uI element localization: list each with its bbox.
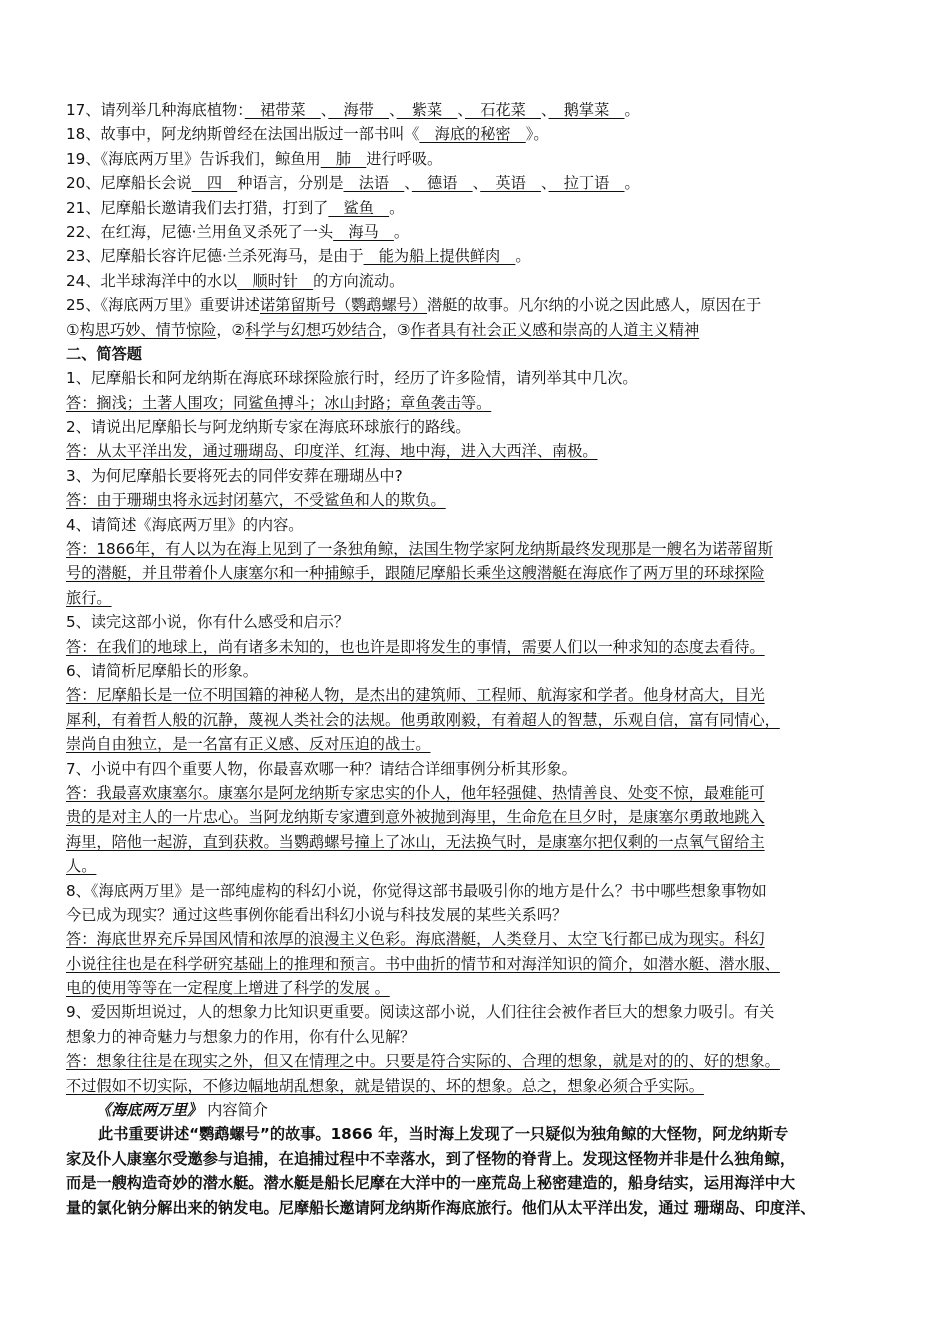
answer-9 (66, 1074, 896, 1098)
fill-item-answer: 海马 (333, 222, 394, 241)
answer-text: 答：从太平洋出发，通过珊瑚岛、印度洋、红海、地中海，进入大西洋、南极。 (66, 442, 598, 461)
intro-line (66, 1171, 896, 1195)
intro-text: 此书重要讲述“鹦鹉螺号”的故事。1866 年，当时海上发现了一只疑似为独角鲸的大怪物，阿龙纳斯专 (98, 1125, 789, 1144)
question-8: 8、《海底两万里》是一部纯虚构的科幻小说，你觉得这部书最吸引你的地方是什么？书中哪些想象事物如 (66, 881, 767, 900)
fill-item-text: 潜艇的故事。凡尔纳的小说之因此感人，原因在于 (427, 296, 762, 315)
answer-text: 小说往往也是在科学研究基础上的推理和预言。书中曲折的情节和对海洋知识的简介，如潜水艇、潜水服、 (66, 954, 780, 973)
question-3: 3、为何尼摩船长要将死去的同伴安葬在珊瑚丛中? (66, 466, 403, 485)
fill-item-23 (66, 244, 896, 268)
answer-7 (66, 781, 896, 805)
fill-item-answer: 海带 (328, 101, 390, 119)
fill-item-answer: 德语 (411, 174, 473, 193)
item-number: 22 (66, 222, 86, 241)
question-9: 想象力的神奇魅力与想象力的作用，你有什么见解？ (66, 1027, 416, 1046)
intro-text: 而是一艘构造奇妙的潜水艇。潜水艇是船长尼摩在大洋中的一座荒岛上秘密建造的，船身结实，运用海洋中大 (66, 1174, 795, 1193)
fill-item-answer: 能为船上提供鲜肉 (363, 247, 516, 266)
answer-text: 答：在我们的地球上，尚有诸多未知的，也也许是即将发生的事情，需要人们以一种求知的态度去看待。 (66, 637, 765, 656)
fill-item-18 (66, 122, 896, 146)
fill-item-text: 、 (320, 101, 329, 119)
fill-item-25 (66, 293, 896, 317)
fill-item-text: 、请列举几种海底植物： (85, 101, 245, 119)
fill-item-answer: 肺 (320, 149, 367, 168)
answer-text: 犀利，有着哲人般的沉静，蔑视人类社会的法规。他勇敢刚毅，有着超人的智慧，乐观自信，富有同情心， (66, 710, 780, 729)
fill-item-text: ，③ (381, 320, 411, 339)
fill-item-text: 、故事中，阿龙纳斯曾经在法国出版过一部书叫《 (85, 125, 420, 144)
fill-item-text: 。 (624, 101, 640, 119)
fill-item-text: 的方向流动。 (313, 271, 405, 290)
intro-text: 家及仆人康塞尔受邀参与追捕，在追捕过程中不幸落水，到了怪物的脊背上。发现这怪物并非是什么独角鲸， (66, 1149, 795, 1168)
fill-item-text: 、 (540, 101, 549, 119)
fill-item-answer: 科学与幻想巧妙结合 (245, 320, 382, 339)
fill-item-text: 、尼摩船长会说 (85, 174, 192, 193)
answer-8 (66, 927, 896, 951)
fill-item-answer: 四 (191, 174, 238, 193)
answer-9 (66, 1049, 896, 1073)
fill-item-text: 。 (389, 198, 405, 217)
answer-text: 答：由于珊瑚虫将永远封闭墓穴，不受鲨鱼和人的欺负。 (66, 491, 446, 510)
fill-item-answer: 裙带菜 (244, 101, 321, 119)
question-9: 9、爱因斯坦说过，人的想象力比知识更重要。阅读这部小说，人们往往会被作者巨大的想象力吸引。有关 (66, 1003, 775, 1022)
fill-item-24 (66, 269, 896, 293)
fill-item-text: 、 (457, 101, 466, 119)
intro-line (66, 1196, 896, 1220)
fill-item-answer: 石花菜 (465, 101, 541, 119)
fill-item-text: ，② (216, 320, 246, 339)
document-body (66, 98, 896, 1220)
answer-7 (66, 830, 896, 854)
fill-item-25-continued (66, 318, 896, 342)
answer-text: 答：海底世界充斥异国风情和浓厚的浪漫主义色彩。海底潜艇，人类登月、太空飞行都已成为现实。科幻 (66, 930, 765, 949)
fill-item-text: 。 (515, 247, 531, 266)
fill-item-22 (66, 220, 896, 244)
answer-5 (66, 635, 896, 659)
question-6: 6、请简析尼摩船长的形象。 (66, 661, 258, 680)
answer-8 (66, 952, 896, 976)
answer-text: 崇尚自由独立，是一名富有正义感、反对压迫的战士。 (66, 735, 431, 754)
answer-text: 答：想象往往是在现实之外，但又在情理之中。只要是符合实际的、合理的想象，就是对的的、好的想象。 (66, 1052, 780, 1071)
item-number: 23 (66, 247, 86, 266)
answer-text: 海里，陪他一起游，直到获救。当鹦鹉螺号撞上了冰山，无法换气时，是康塞尔把仅剩的一点氧气留给主 (66, 832, 765, 851)
intro-line (66, 1122, 896, 1146)
fill-item-text: 、《海底两万里》重要讲述 (85, 296, 260, 315)
item-number: 21 (66, 198, 86, 217)
item-number: 17 (66, 101, 86, 119)
answer-6 (66, 683, 896, 707)
item-number: 18 (66, 125, 86, 144)
answer-1 (66, 391, 896, 415)
answer-text: 答：尼摩船长是一位不明国籍的神秘人物，是杰出的建筑师、工程师、航海家和学者。他身材高大，目光 (66, 686, 765, 705)
fill-item-answer: 法语 (343, 174, 405, 193)
fill-item-answer: 构思巧妙、情节惊险 (79, 320, 217, 339)
fill-item-17 (66, 98, 896, 122)
answer-3 (66, 488, 896, 512)
answer-7 (66, 854, 896, 878)
fill-item-answer: 英语 (480, 174, 541, 193)
fill-item-20 (66, 171, 896, 195)
answer-text: 不过假如不切实际，不修边幅地胡乱想象，就是错误的、坏的想象。总之，想象必须合乎实际。 (66, 1076, 704, 1095)
intro-title-rest: 内容简介 (202, 1101, 268, 1120)
section-heading: 二、简答题 (66, 344, 142, 363)
fill-item-answer: 紫菜 (396, 101, 458, 119)
answer-4 (66, 537, 896, 561)
item-number: 24 (66, 271, 86, 290)
answer-6 (66, 732, 896, 756)
answer-4 (66, 561, 896, 585)
fill-item-19 (66, 147, 896, 171)
fill-item-text: 、 (540, 174, 549, 193)
fill-item-text: 种语言，分别是 (237, 174, 344, 193)
answer-text: 答：我最喜欢康塞尔。康塞尔是阿龙纳斯专家忠实的仆人，他年轻强健、热情善良、处变不惊，最难能可 (66, 783, 765, 802)
item-number: 19 (66, 149, 86, 168)
answer-2 (66, 439, 896, 463)
answer-text: 答：1866年，有人以为在海上见到了一条独角鲸，法国生物学家阿龙纳斯最终发现那是一艘名为诺蒂留斯 (66, 540, 773, 559)
fill-item-answer: 拉丁语 (548, 174, 625, 193)
fill-item-text: 进行呼吸。 (366, 149, 443, 168)
item-number: 20 (66, 174, 86, 193)
fill-item-answer: 作者具有社会正义感和崇高的人道主义精神 (410, 320, 700, 339)
answer-text: 旅行。 (66, 588, 112, 607)
fill-item-answer: 海底的秘密 (419, 125, 526, 144)
fill-item-text: 、《海底两万里》告诉我们，鲸鱼用 (85, 149, 321, 168)
answer-text: 号的潜艇，并且带着仆人康塞尔和一种捕鲸手，跟随尼摩船长乘坐这艘潜艇在海底作了两万里的环球探险 (66, 564, 765, 583)
fill-item-text: 、北半球海洋中的水以 (85, 271, 238, 290)
question-4: 4、请简述《海底两万里》的内容。 (66, 515, 304, 534)
fill-item-text: 、在红海，尼德·兰用鱼叉杀死了一头 (85, 222, 334, 241)
book-title: 《海底两万里》 (96, 1101, 203, 1120)
fill-item-answer: 诺第留斯号（鹦鹉螺号） (259, 296, 428, 315)
answer-text: 电的使用等等在一定程度上增进了科学的发展 。 (66, 979, 390, 998)
fill-item-answer: 鹅掌菜 (548, 101, 625, 119)
fill-item-text: 。 (393, 222, 410, 241)
fill-item-answer: 顺时针 (237, 271, 314, 290)
answer-8 (66, 976, 896, 1000)
answer-text: 贵的是对主人的一片忠心。当阿龙纳斯专家遭到意外被抛到海里，生命危在旦夕时，是康塞尔勇敢地跳入 (66, 808, 765, 827)
intro-title (66, 1098, 896, 1122)
fill-item-text: 、 (472, 174, 481, 193)
answer-4 (66, 586, 896, 610)
item-number: 25 (66, 296, 86, 315)
fill-item-text: ① (66, 320, 80, 339)
answer-7 (66, 805, 896, 829)
fill-item-21 (66, 196, 896, 220)
answer-text: 答：搁浅；土著人围攻；同鲨鱼搏斗；冰山封路；章鱼袭击等。 (66, 393, 492, 412)
fill-item-answer: 鲨鱼 (328, 198, 390, 217)
fill-item-text: 》。 (525, 125, 549, 144)
intro-line (66, 1147, 896, 1171)
fill-item-text: 、尼摩船长邀请我们去打猎，打到了 (85, 198, 329, 217)
answer-6 (66, 708, 896, 732)
fill-item-text: 。 (624, 174, 640, 193)
question-7: 7、小说中有四个重要人物，你最喜欢哪一种？请结合详细事例分析其形象。 (66, 759, 577, 778)
question-8: 今已成为现实？通过这些事例你能看出科幻小说与科技发展的某些关系吗？ (66, 905, 568, 924)
question-5: 5、读完这部小说，你有什么感受和启示？ (66, 613, 350, 632)
question-2: 2、请说出尼摩船长与阿龙纳斯专家在海底环球旅行的路线。 (66, 418, 471, 437)
intro-paragraph (66, 1122, 896, 1220)
fill-item-text: 、 (389, 101, 397, 119)
answer-text: 人。 (66, 857, 97, 876)
fill-item-text: 、 (404, 174, 412, 193)
fill-item-text: 、尼摩船长容许尼德·兰杀死海马，是由于 (85, 247, 364, 266)
intro-text: 量的氯化钠分解出来的钠发电。尼摩船长邀请阿龙纳斯作海底旅行。他们从太平洋出发，通过 珊瑚岛、印度洋、 (66, 1198, 816, 1217)
question-1: 1、尼摩船长和阿龙纳斯在海底环球探险旅行时，经历了许多险情，请列举其中几次。 (66, 369, 638, 388)
